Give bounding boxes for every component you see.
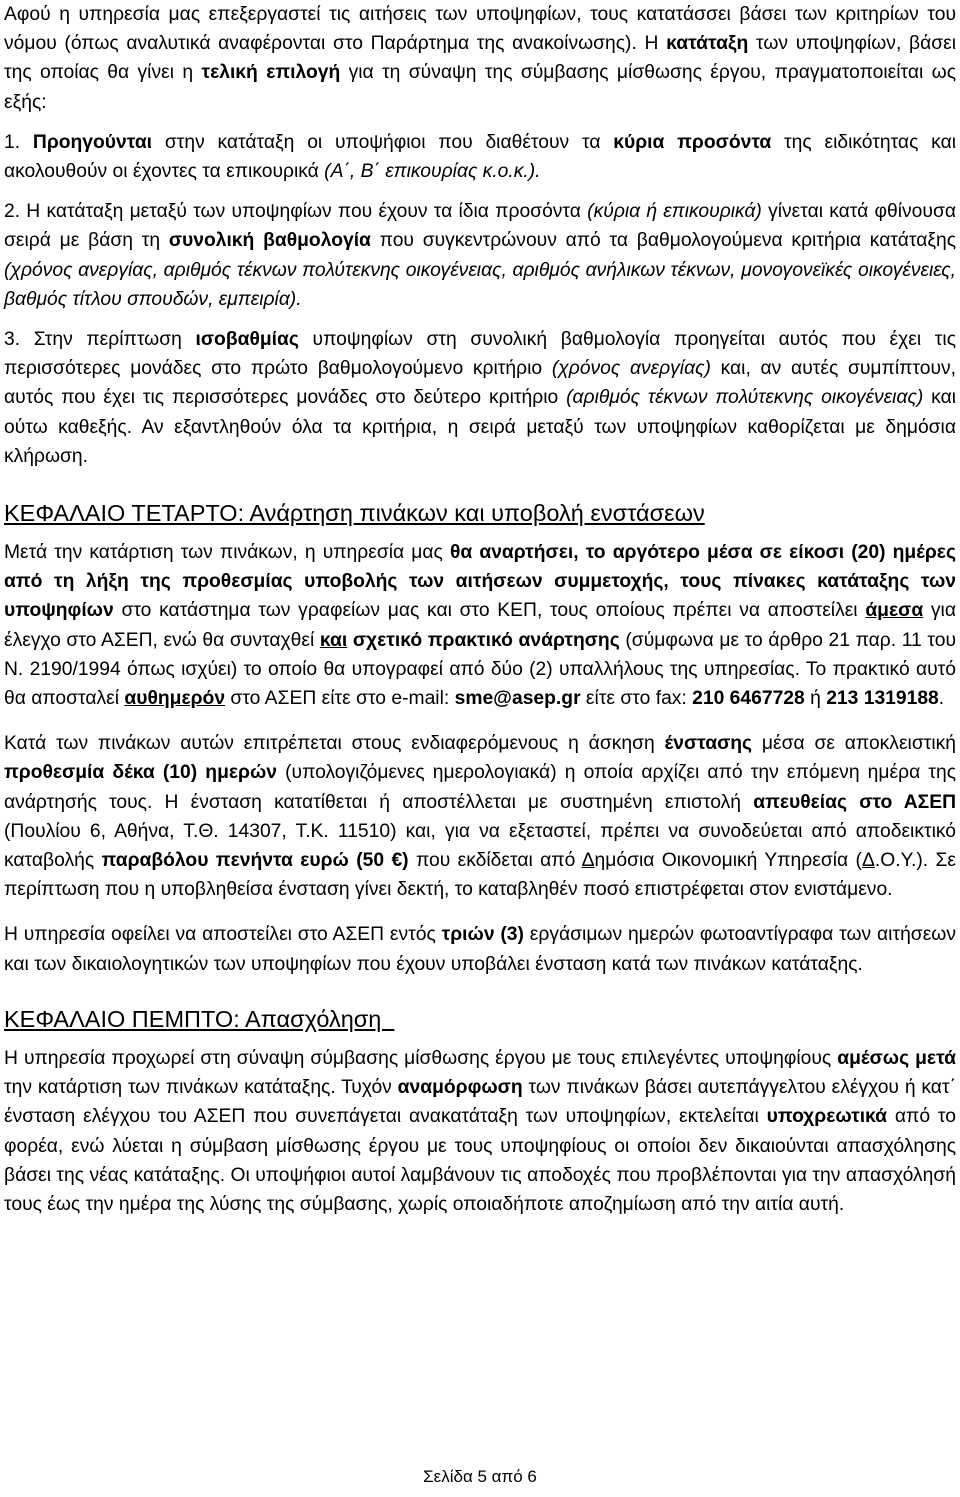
email-address: sme@asep.gr bbox=[454, 688, 581, 710]
forwarding-paragraph bbox=[4, 920, 956, 978]
italic-run: (χρόνος ανεργίας, αριθμός τέκνων πολύτεκνης οικογένειας, αριθμός ανήλικων τέκνων, μονογονεϊκές οικογένειες, βαθμός τίτλου σπουδών, εμπειρία). bbox=[4, 259, 956, 310]
text-run: για τη σύναψη της σύμβασης μίσθωσης έργου, πραγματοποιείται ως εξής: bbox=[4, 62, 957, 113]
bold-underline-run: και bbox=[319, 629, 348, 651]
ranking-rule-3 bbox=[4, 325, 956, 471]
text-run: (υπολογιζόμενες ημερολογιακά) η οποία αρχίζει από την επόμενη ημέρα της ανάρτησής τους. Η ένσταση κατατίθεται ή αποστέλλεται με συστημένη επιστολή bbox=[4, 762, 956, 813]
bold-run: απευθείας στο ΑΣΕΠ bbox=[753, 791, 956, 813]
heading-text: ΚΕΦΑΛΑΙΟ ΠΕΜΠΤΟ: Απασχόληση bbox=[4, 1005, 395, 1032]
text-run: που εκδίδεται από bbox=[408, 850, 582, 872]
bold-underline-run: αυθημερόν bbox=[124, 688, 226, 710]
fax-number: 213 1319188 bbox=[826, 688, 939, 710]
bold-run: αμέσως μετά bbox=[837, 1047, 956, 1069]
text-run: υποψηφίων στη συνολική βαθμολογία προηγείται αυτός που έχει τις περισσότερες μονάδες στο πρώτο βαθμολογούμενο κριτήριο bbox=[4, 329, 956, 380]
chapter-five-heading bbox=[4, 1004, 956, 1034]
bold-underline-run: άμεσα bbox=[865, 600, 924, 622]
text-run: .Ο.Υ.). Σε περίπτωση που η υποβληθείσα ένσταση γίνει δεκτή, το καταβληθέν ποσό επιστρέφεται στον ενιστάμενο. bbox=[4, 850, 956, 901]
italic-run: (αριθμός τέκνων πολύτεκνης οικογένειας) bbox=[566, 387, 924, 409]
text-run: 1. bbox=[4, 131, 33, 153]
bold-run: ένστασης bbox=[664, 733, 753, 755]
text-run: και ούτω καθεξής. Αν εξαντληθούν όλα τα κριτήρια, η σειρά μεταξύ των υποψηφίων καθορίζεται με δημόσια κλήρωση. bbox=[4, 387, 956, 467]
text-run: για έλεγχο στο ΑΣΕΠ, ενώ θα συνταχθεί bbox=[4, 600, 956, 651]
bold-run: προθεσμία δέκα (10) ημερών bbox=[4, 762, 277, 784]
text-run: στην κατάταξη οι υποψήφιοι που διαθέτουν τα bbox=[152, 131, 614, 153]
text-run: 2. Η κατάταξη μεταξύ των υποψηφίων που έχουν τα ίδια προσόντα bbox=[4, 201, 588, 223]
text-run: των πινάκων βάσει αυτεπάγγελτου ελέγχου ή κατ΄ ένσταση ελέγχου του ΑΣΕΠ που συνεπάγεται ανακατάταξη των υποψηφίων, εκτελείται bbox=[4, 1077, 956, 1128]
text-run: Μετά την κατάρτιση των πινάκων, η υπηρεσία μας bbox=[4, 542, 450, 564]
bold-run: σχετικό πρακτικό ανάρτησης bbox=[352, 629, 620, 651]
text-run: των υποψηφίων, βάσει της οποίας θα γίνει η bbox=[4, 33, 957, 84]
text-run: γίνεται κατά φθίνουσα σειρά με βάση τη bbox=[4, 201, 956, 252]
text-run: ή bbox=[804, 688, 827, 710]
text-run: (Πουλίου 6, Αθήνα, Τ.Θ. 14307, Τ.Κ. 11510) και, για να εξεταστεί, πρέπει να συνοδεύεται από αποδεικτικό καταβολής bbox=[4, 820, 956, 872]
bold-run: ισοβαθμίας bbox=[195, 329, 299, 351]
text-run: μέσα σε αποκλειστική bbox=[752, 733, 956, 755]
fax-number: 210 6467728 bbox=[692, 688, 805, 710]
text-run: την κατάρτιση των πινάκων κατάταξης. Τυχόν bbox=[4, 1077, 398, 1099]
text-run: Αφού η υπηρεσία μας επεξεργαστεί τις αιτήσεις των υποψηφίων, τους κατατάσσει βάσει των κριτηρίων του νόμου (όπως αναλυτικά αναφέρονται στο Παράρτημα της ανακοίνωσης). Η bbox=[4, 4, 956, 55]
bold-run: θα αναρτήσει, το αργότερο μέσα σε είκοσι (20) ημέρες από τη λήξη της προθεσμίας υποβολής των αιτήσεων συμμετοχής, τους πίνακες κατάταξης των υποψηφίων bbox=[4, 542, 956, 622]
page-number-footer: Σελίδα 5 από 6 bbox=[423, 1467, 537, 1486]
text-run: που συγκεντρώνουν από τα βαθμολογούμενα κριτήρια κατάταξης bbox=[370, 230, 956, 252]
ranking-rule-1 bbox=[4, 128, 956, 186]
bold-run: συνολική βαθμολογία bbox=[168, 230, 371, 252]
text-run: Κατά των πινάκων αυτών επιτρέπεται στους ενδιαφερόμενους η άσκηση bbox=[4, 733, 665, 755]
text-run: της ειδικότητας και ακολουθούν οι έχοντες τα επικουρικά bbox=[4, 131, 956, 183]
bold-run: Προηγούνται bbox=[32, 131, 153, 153]
bold-run: κατάταξη bbox=[666, 33, 749, 55]
italic-run: (κύρια ή επικουρικά) bbox=[587, 201, 762, 223]
text-run: (σύμφωνα με το άρθρο 21 παρ. 11 του Ν. 2190/1994 όπως ισχύει) το οποίο θα υπογραφεί από δύο (2) υπαλλήλους της υπηρεσίας. Το πρακτικό αυτό θα αποσταλεί bbox=[4, 629, 956, 710]
text-run: Η υπηρεσία προχωρεί στη σύναψη σύμβασης μίσθωσης έργου με τους επιλεγέντες υποψηφίους bbox=[4, 1047, 838, 1069]
ranking-rule-2 bbox=[4, 197, 956, 314]
text-run: από το φορέα, ενώ λύεται η σύμβαση μίσθωσης έργου με τους υποψηφίους οι οποίοι δεν δικαιούνται απασχόλησης βάσει της νέας κατάταξης. Οι υποψήφιοι αυτοί λαμβάνουν τις αποδοχές που προβλέπονται για την απασχόλησή τους έως την ημέρα της λύσης της σύμβασης, χωρίς οποιαδήποτε αποζημίωση από την αιτία αυτή. bbox=[4, 1106, 956, 1215]
text-run: στο ΑΣΕΠ είτε στο e-mail: bbox=[225, 688, 455, 710]
text-run: εργάσιμων ημερών φωτοαντίγραφα των αιτήσεων και των δικαιολογητικών των υποψηφίων που έχουν υποβάλει ένσταση κατά των πινάκων κατάταξης. bbox=[4, 924, 956, 975]
text-run: στο κατάστημα των γραφείων μας και στο ΚΕΠ, τους οποίους πρέπει να αποστείλει bbox=[113, 600, 866, 622]
text-run: . bbox=[938, 688, 945, 710]
bold-run: τελική επιλογή bbox=[201, 62, 341, 84]
text-run: 3. Στην περίπτωση bbox=[4, 329, 196, 351]
chapter-four-heading: ΚΕΦΑΛΑΙΟ ΤΕΤΑΡΤΟ: Ανάρτηση πινάκων και υποβολή ενστάσεων bbox=[4, 500, 705, 527]
text-run: είτε στο fax: bbox=[580, 688, 693, 710]
underline-run: Δ bbox=[861, 850, 875, 872]
text-run: ημόσια Οικονομική Υπηρεσία ( bbox=[594, 850, 862, 872]
italic-run: (χρόνος ανεργίας) bbox=[551, 358, 711, 380]
underline-run: Δ bbox=[581, 850, 595, 872]
objection-paragraph bbox=[4, 729, 956, 904]
employment-paragraph bbox=[4, 1044, 956, 1219]
bold-run: υποχρεωτικά bbox=[766, 1106, 888, 1128]
bold-run: τριών (3) bbox=[441, 924, 524, 946]
bold-run: παραβόλου πενήντα ευρώ (50 €) bbox=[101, 850, 409, 872]
italic-run: (Α΄, Β΄ επικουρίας κ.ο.κ.). bbox=[324, 161, 541, 183]
bold-run: κύρια προσόντα bbox=[613, 131, 772, 153]
intro-paragraph bbox=[4, 0, 956, 117]
text-run: Η υπηρεσία οφείλει να αποστείλει στο ΑΣΕΠ εντός bbox=[4, 924, 442, 946]
publication-paragraph bbox=[4, 538, 956, 713]
text-run: και, αν αυτές συμπίπτουν, αυτός που έχει τις περισσότερες μονάδες στο δεύτερο κριτήριο bbox=[4, 358, 957, 409]
bold-run: αναμόρφωση bbox=[397, 1077, 523, 1099]
